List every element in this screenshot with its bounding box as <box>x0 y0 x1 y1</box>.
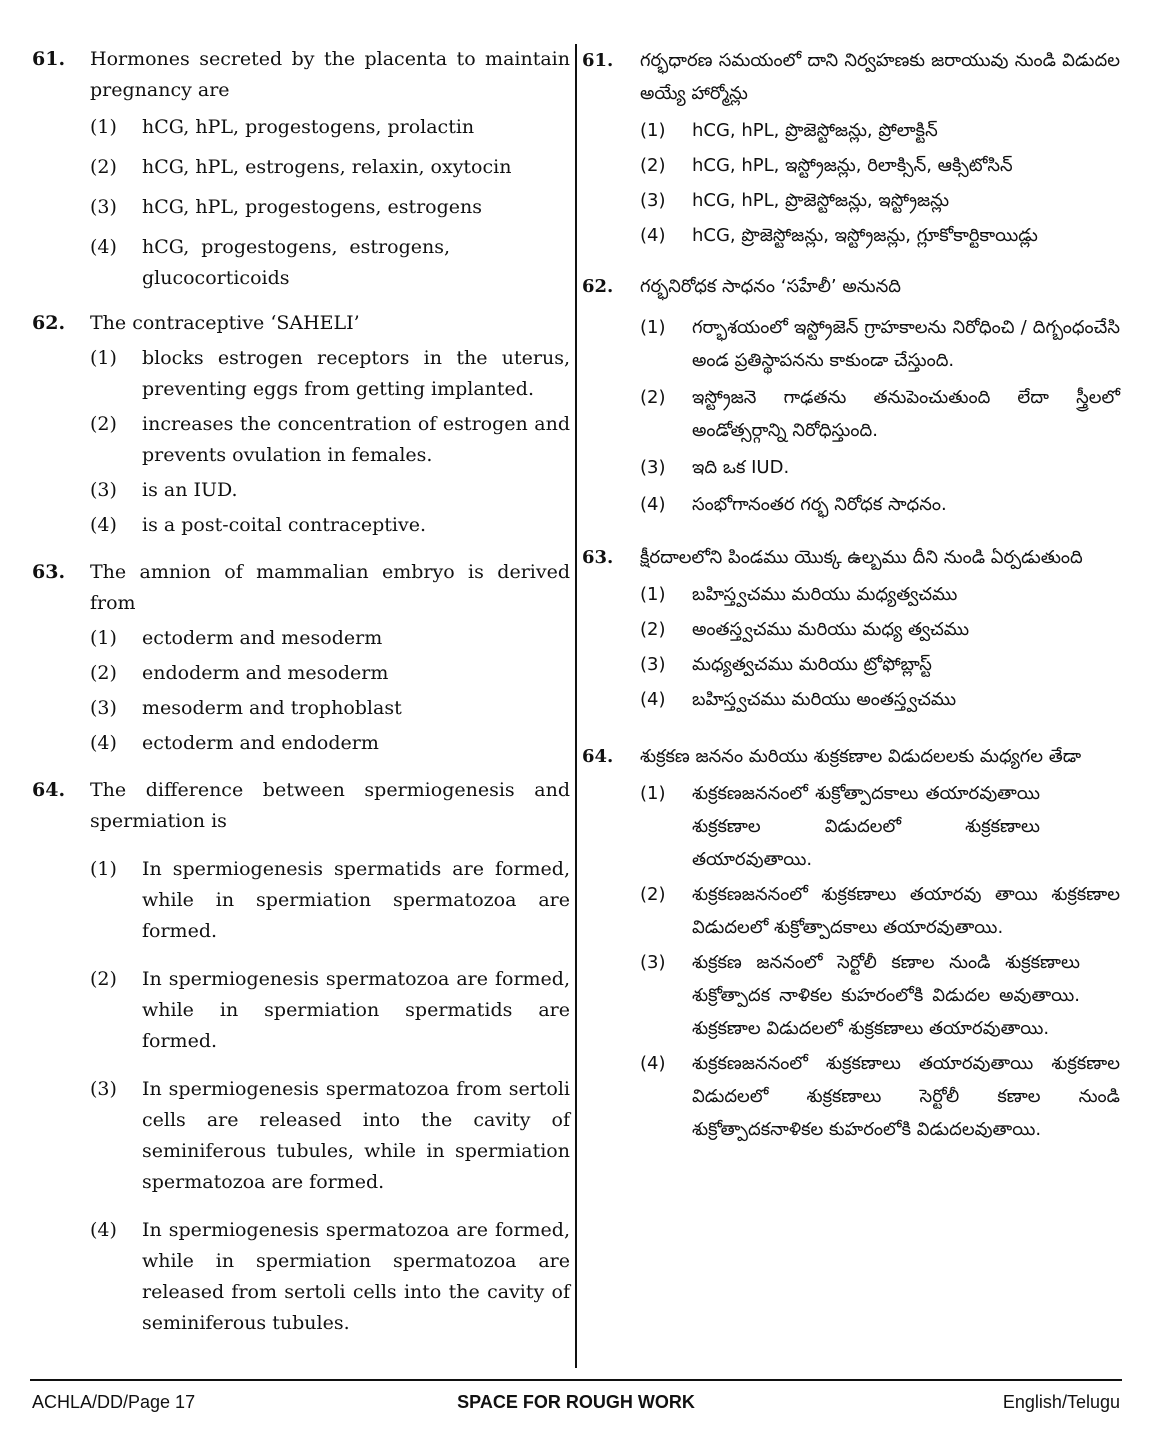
telugu-column <box>582 44 1120 1146</box>
option-text: శుక్రకణ జననంలో సెర్టోలీ కణాల నుండి శుక్రకణాలు శుక్రోత్పాదక నాళికల కుహరంలోకి విడుదల అవుతాయి. శుక్రకణాల విడుదలలో శుక్రకణాలు తయారవుతాయి. <box>692 952 1080 1039</box>
column-divider <box>575 44 577 1368</box>
option-text: ectoderm and mesoderm <box>142 627 383 649</box>
question-text: క్షీరదాలలోని పిండము యొక్క ఉల్బము దీని నుండి ఏర్పడుతుంది <box>640 547 1083 568</box>
question-number: 61. <box>582 50 614 71</box>
option-number: (3) <box>640 952 666 973</box>
option-text: hCG, hPL, ఇస్ట్రోజన్లు, రిలాక్సిన్, ఆక్సిటోసిన్ <box>692 155 1013 176</box>
option-text: increases the concentration of estrogen and prevents ovulation in females. <box>142 413 570 466</box>
option-1 <box>640 578 1120 611</box>
question-number: 63. <box>582 547 614 568</box>
option-number: (4) <box>640 689 666 710</box>
option-3 <box>90 475 570 506</box>
footer-rule <box>30 1379 1122 1381</box>
option-number: (1) <box>640 584 666 605</box>
question-61-en <box>32 44 570 294</box>
option-text: hCG, hPL, progestogens, prolactin <box>142 116 475 138</box>
question-64-en <box>32 775 570 1339</box>
option-text: గర్భాశయంలో ఇస్ట్రోజెన్ గ్రాహకాలను నిరోధించి / దిగ్బంధంచేసి అండ ప్రతిస్థాపనను కాకుండా చేస్తుంది. <box>692 317 1120 371</box>
option-2 <box>640 878 1120 944</box>
option-text: బహిస్త్వచము మరియు అంతస్త్వచము <box>692 689 957 710</box>
question-text: గర్భనిరోధక సాధనం ‘సహేలీ’ అనునది <box>640 276 901 297</box>
option-text: hCG, hPL, progestogens, estrogens <box>142 196 483 218</box>
option-number: (2) <box>90 968 117 990</box>
option-text: blocks estrogen receptors in the uterus, preventing eggs from getting implanted. <box>142 347 570 400</box>
rough-work-label: SPACE FOR ROUGH WORK <box>457 1392 695 1412</box>
option-number: (3) <box>640 190 666 211</box>
question-number: 63. <box>32 561 66 583</box>
option-text: is a post-coital contraceptive. <box>142 514 427 536</box>
question-62-en <box>32 308 570 541</box>
option-text: In spermiogenesis spermatozoa are formed, while in spermiation spermatozoa are released from sertoli cells into the cavity of seminiferous tubules. <box>142 1219 570 1334</box>
option-number: (4) <box>90 236 117 258</box>
option-text: అంతస్త్వచము మరియు మధ్య త్వచము <box>692 619 970 640</box>
option-text: In spermiogenesis spermatids are formed, while in spermiation spermatozoa are formed. <box>142 858 570 942</box>
option-3 <box>90 693 570 724</box>
page-code: ACHLA/DD/Page 17 <box>32 1392 196 1412</box>
option-text: బహిస్త్వచము మరియు మధ్యత్వచము <box>692 584 958 605</box>
option-text: is an IUD. <box>142 479 238 501</box>
option-text: hCG, hPL, ప్రొజెస్టోజన్లు, ప్రోలాక్టిన్ <box>692 120 938 141</box>
option-1 <box>90 623 570 654</box>
option-number: (2) <box>640 619 666 640</box>
option-text: In spermiogenesis spermatozoa are formed, while in spermiation spermatids are formed. <box>142 968 570 1052</box>
option-4 <box>640 683 1120 716</box>
option-number: (1) <box>90 858 117 880</box>
language-label: English/Telugu <box>1002 1392 1120 1412</box>
option-number: (3) <box>640 457 666 478</box>
option-number: (3) <box>90 1078 117 1100</box>
english-column <box>32 44 570 1339</box>
option-text: మధ్యత్వచము మరియు ట్రోఫోబ్లాస్ట్ <box>692 654 932 675</box>
question-63-te <box>582 541 1120 716</box>
option-text: hCG, hPL, estrogens, relaxin, oxytocin <box>142 156 512 178</box>
question-number: 64. <box>582 746 614 767</box>
question-text: శుక్రకణ జననం మరియు శుక్రకణాల విడుదలలకు మధ్యగల తేడా <box>640 746 1082 767</box>
option-number: (2) <box>90 156 117 178</box>
option-number: (4) <box>640 1053 666 1074</box>
option-number: (1) <box>90 627 117 649</box>
option-number: (2) <box>90 662 117 684</box>
option-text: ectoderm and endoderm <box>142 732 379 754</box>
option-number: (1) <box>640 317 666 338</box>
option-text: endoderm and mesoderm <box>142 662 389 684</box>
option-4 <box>90 510 570 541</box>
option-number: (1) <box>640 120 666 141</box>
option-number: (1) <box>90 347 117 369</box>
option-1 <box>640 777 1120 876</box>
option-number: (3) <box>90 479 117 501</box>
question-text: గర్భధారణ సమయంలో దాని నిర్వహణకు జరాయువు నుండి విడుదల అయ్యే హార్మోన్లు <box>640 50 1120 104</box>
question-text: The contraceptive ‘SAHELI’ <box>90 312 360 334</box>
option-4 <box>90 1215 570 1339</box>
question-text: Hormones secreted by the placenta to maintain pregnancy are <box>90 48 570 101</box>
option-text: ఇస్ట్రోజనె గాఢతను తనుపెంచుతుంది లేదా స్త్రీలలో అండోత్సర్గాన్ని నిరోధిస్తుంది. <box>692 387 1120 441</box>
question-number: 62. <box>582 276 614 297</box>
question-number: 61. <box>32 48 66 70</box>
option-number: (4) <box>640 225 666 246</box>
option-number: (2) <box>90 413 117 435</box>
option-text: శుక్రకణజననంలో శుక్రోత్పాదకాలు తయారవుతాయి శుక్రకణాల విడుదలలో శుక్రకణాలు తయారవుతాయి. <box>692 783 1040 870</box>
question-63-en <box>32 557 570 759</box>
option-number: (3) <box>90 697 117 719</box>
option-4 <box>640 219 1120 252</box>
question-61-te <box>582 44 1120 252</box>
option-1 <box>640 114 1120 147</box>
option-1 <box>90 854 570 947</box>
option-number: (3) <box>90 196 117 218</box>
option-number: (2) <box>640 884 666 905</box>
option-number: (4) <box>90 1219 117 1241</box>
option-3 <box>640 451 1120 484</box>
option-3 <box>90 1074 570 1198</box>
option-text: శుక్రకణజననంలో శుక్రకణాలు తయారవుతాయి శుక్రకణాల విడుదలలో శుక్రకణాలు సెర్టోలీ కణాల నుండి శుక్రోత్పాదకనాళికల కుహరంలోకి విడుదలవుతాయి. <box>692 1053 1120 1140</box>
option-number: (4) <box>90 732 117 754</box>
option-number: (1) <box>90 116 117 138</box>
question-64-te <box>582 740 1120 1146</box>
option-number: (3) <box>640 654 666 675</box>
option-text: ఇది ఒక IUD. <box>692 457 790 478</box>
question-text: The amnion of mammalian embryo is derived from <box>90 561 570 614</box>
option-2 <box>640 381 1120 447</box>
option-number: (2) <box>640 387 666 408</box>
option-text: hCG, ప్రొజెస్టోజన్లు, ఇస్ట్రోజన్లు, గ్లూకోకార్టికాయిడ్లు <box>692 225 1038 246</box>
option-number: (1) <box>640 783 666 804</box>
option-1 <box>90 112 570 143</box>
option-text: In spermiogenesis spermatozoa from sertoli cells are released into the cavity of seminiferous tubules, while in spermiation spermatozoa are formed. <box>142 1078 570 1193</box>
option-2 <box>90 964 570 1057</box>
option-3 <box>640 946 1120 1045</box>
option-3 <box>640 648 1120 681</box>
option-1 <box>90 343 570 405</box>
option-number: (4) <box>90 514 117 536</box>
option-1 <box>640 311 1120 377</box>
option-4 <box>90 728 570 759</box>
option-2 <box>90 658 570 689</box>
question-number: 62. <box>32 312 66 334</box>
option-text: hCG, progestogens, estrogens, glucocorticoids <box>142 236 450 289</box>
option-4 <box>90 232 570 294</box>
option-text: hCG, hPL, ప్రొజెస్టోజన్లు, ఇస్ట్రోజన్లు <box>692 190 950 211</box>
question-text: The difference between spermiogenesis and spermiation is <box>90 779 570 832</box>
question-number: 64. <box>32 779 66 801</box>
option-2 <box>90 152 570 183</box>
option-4 <box>640 1047 1120 1146</box>
question-62-te <box>582 270 1120 521</box>
option-2 <box>640 613 1120 646</box>
option-text: శుక్రకణజననంలో శుక్రకణాలు తయారవు తాయి శుక్రకణాల విడుదలలో శుక్రోత్పాదకాలు తయారవుతాయి. <box>692 884 1120 938</box>
option-2 <box>640 149 1120 182</box>
option-2 <box>90 409 570 471</box>
option-text: mesoderm and trophoblast <box>142 697 402 719</box>
option-number: (2) <box>640 155 666 176</box>
option-4 <box>640 488 1120 521</box>
option-3 <box>640 184 1120 217</box>
option-3 <box>90 192 570 223</box>
option-number: (4) <box>640 494 666 515</box>
option-text: సంభోగానంతర గర్భ నిరోధక సాధనం. <box>692 494 947 515</box>
